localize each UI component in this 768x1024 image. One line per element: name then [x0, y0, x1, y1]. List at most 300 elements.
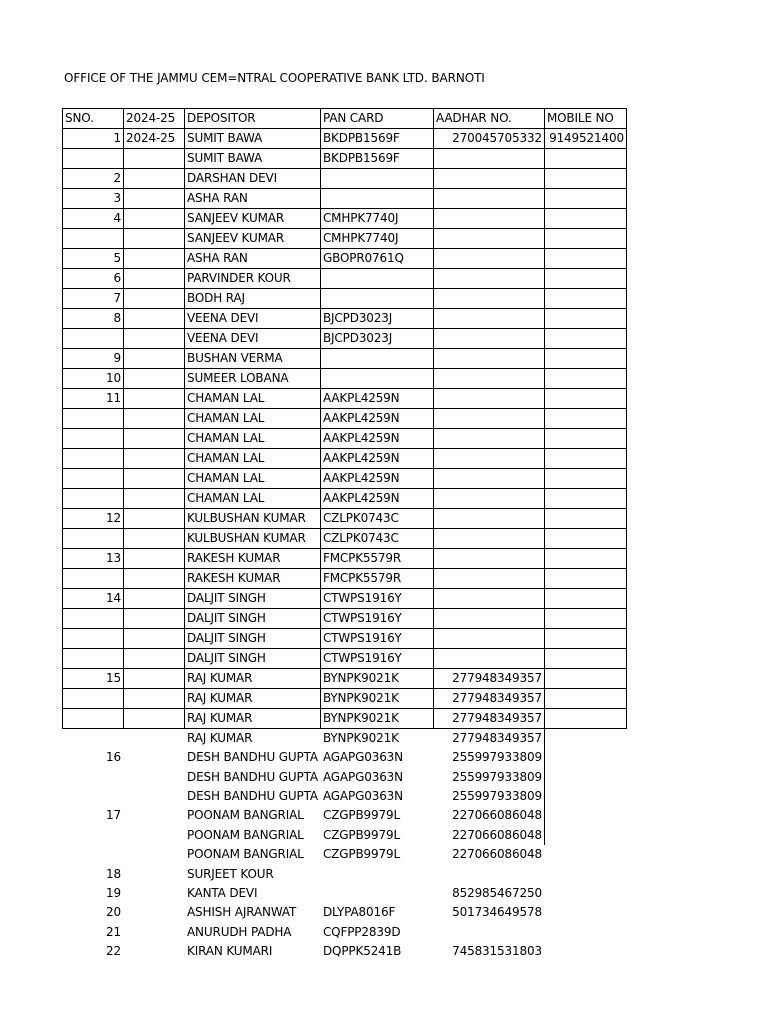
year-cell: [124, 489, 185, 509]
header-row: [63, 109, 627, 129]
mobile-cell: [544, 589, 626, 609]
depositor-cell: RAKESH KUMAR: [185, 549, 321, 569]
depositor-cell: DESH BANDHU GUPTA: [185, 787, 321, 806]
sno-cell: 17: [106, 808, 121, 823]
mobile-cell: [544, 709, 626, 729]
sno-cell: [63, 767, 124, 786]
year-cell: [124, 629, 185, 649]
table-row: [63, 129, 627, 149]
aadhar-cell: 227066086048: [433, 845, 544, 864]
depositor-cell: POONAM BANGRIAL: [185, 826, 321, 845]
table-row: [63, 429, 627, 449]
table-row: [63, 469, 627, 489]
year-cell: [124, 689, 185, 709]
aadhar-cell: 270045705332: [433, 129, 544, 149]
aadhar-cell: [433, 249, 544, 269]
year-cell: [124, 884, 185, 903]
year-cell: [124, 806, 185, 825]
pan-card-cell: [320, 864, 433, 883]
table-row: [63, 649, 627, 669]
table-row: [63, 169, 627, 189]
depositor-cell: DESH BANDHU GUPTA: [185, 767, 321, 786]
aadhar-cell: [433, 389, 544, 409]
year-cell: [124, 589, 185, 609]
header-mobile-no: MOBILE NO: [544, 109, 626, 129]
sno-cell: 11: [63, 389, 124, 409]
depositor-cell: CHAMAN LAL: [185, 449, 321, 469]
pan-card-cell: AAKPL4259N: [320, 409, 433, 429]
depositor-cell: KIRAN KUMARI: [185, 942, 321, 961]
sno-cell: 16: [106, 750, 121, 765]
aadhar-cell: [433, 609, 544, 629]
aadhar-cell: [433, 169, 544, 189]
sno-cell: 2: [63, 169, 124, 189]
mobile-cell: [544, 864, 626, 883]
pan-card-cell: AGAPG0363N: [320, 787, 433, 806]
depositor-cell: RAKESH KUMAR: [185, 569, 321, 589]
depositor-cell: CHAMAN LAL: [185, 489, 321, 509]
aadhar-cell: 255997933809: [433, 748, 544, 767]
depositor-cell: BODH RAJ: [185, 289, 321, 309]
aadhar-cell: 745831531803: [433, 942, 544, 961]
table-row: [63, 309, 627, 329]
sno-cell: 3: [63, 189, 124, 209]
pan-card-cell: CZGPB9979L: [320, 845, 433, 864]
mobile-cell: [544, 429, 626, 449]
sno-cell: [63, 569, 124, 589]
year-cell: [124, 609, 185, 629]
sno-cell: [63, 529, 124, 549]
depositor-cell: CHAMAN LAL: [185, 469, 321, 489]
table-row: [63, 903, 627, 922]
mobile-cell: 9149521400: [544, 129, 626, 149]
table-row: [63, 629, 627, 649]
table-body: [63, 129, 627, 962]
table-row: [63, 729, 627, 749]
mobile-cell: [544, 649, 626, 669]
table-row: [63, 826, 627, 845]
aadhar-cell: [433, 349, 544, 369]
pan-card-cell: CZGPB9979L: [320, 806, 433, 825]
year-cell: [124, 787, 185, 806]
aadhar-cell: [433, 529, 544, 549]
year-cell: [124, 169, 185, 189]
table-row: [63, 923, 627, 942]
year-cell: [124, 229, 185, 249]
table-row: [63, 489, 627, 509]
aadhar-cell: [433, 569, 544, 589]
pan-card-cell: [320, 189, 433, 209]
table-row: [63, 748, 627, 767]
table-row: [63, 549, 627, 569]
mobile-cell: [544, 845, 626, 864]
year-cell: [124, 469, 185, 489]
depositor-cell: KANTA DEVI: [185, 884, 321, 903]
pan-card-cell: FMCPK5579R: [320, 549, 433, 569]
pan-card-cell: AAKPL4259N: [320, 489, 433, 509]
depositor-cell: SUMIT BAWA: [185, 129, 321, 149]
table-row: [63, 609, 627, 629]
sno-cell: 22: [106, 944, 121, 959]
sno-cell: 12: [63, 509, 124, 529]
table-row: [63, 845, 627, 864]
mobile-cell: [544, 549, 626, 569]
pan-card-cell: CTWPS1916Y: [320, 609, 433, 629]
pan-card-cell: CTWPS1916Y: [320, 649, 433, 669]
depositor-cell: DALJIT SINGH: [185, 589, 321, 609]
year-cell: [124, 767, 185, 786]
depositor-cell: SANJEEV KUMAR: [185, 229, 321, 249]
mobile-cell: [544, 349, 626, 369]
mobile-cell: [544, 767, 626, 786]
pan-card-cell: FMCPK5579R: [320, 569, 433, 589]
aadhar-cell: [433, 864, 544, 883]
aadhar-cell: [433, 509, 544, 529]
table-row: [63, 449, 627, 469]
mobile-cell: [544, 289, 626, 309]
depositor-cell: ANURUDH PADHA: [185, 923, 321, 942]
year-cell: [124, 729, 185, 749]
pan-card-cell: AAKPL4259N: [320, 389, 433, 409]
year-cell: [124, 349, 185, 369]
mobile-cell: [544, 389, 626, 409]
year-cell: [124, 649, 185, 669]
mobile-cell: [544, 509, 626, 529]
mobile-cell: [544, 884, 626, 903]
sno-cell: [63, 449, 124, 469]
aadhar-cell: [433, 189, 544, 209]
pan-card-cell: BYNPK9021K: [320, 689, 433, 709]
mobile-cell: [544, 209, 626, 229]
sno-cell: 7: [63, 289, 124, 309]
table-row: [63, 209, 627, 229]
aadhar-cell: [433, 489, 544, 509]
sno-cell: [63, 489, 124, 509]
year-cell: [124, 569, 185, 589]
pan-card-cell: AGAPG0363N: [320, 748, 433, 767]
depositor-cell: RAJ KUMAR: [185, 709, 321, 729]
aadhar-cell: 277948349357: [433, 689, 544, 709]
mobile-cell: [544, 409, 626, 429]
sno-cell: 8: [63, 309, 124, 329]
mobile-cell: [544, 923, 626, 942]
depositor-cell: RAJ KUMAR: [185, 669, 321, 689]
year-cell: [124, 269, 185, 289]
table-row: [63, 709, 627, 729]
year-cell: [124, 189, 185, 209]
mobile-cell: [544, 903, 626, 922]
table-row: [63, 269, 627, 289]
sno-cell: [63, 429, 124, 449]
aadhar-cell: 227066086048: [433, 806, 544, 825]
depositor-cell: SUMEER LOBANA: [185, 369, 321, 389]
aadhar-cell: [433, 589, 544, 609]
mobile-cell: [544, 229, 626, 249]
sno-cell: 19: [106, 885, 121, 900]
aadhar-cell: [433, 469, 544, 489]
aadhar-cell: [433, 649, 544, 669]
aadhar-cell: 277948349357: [433, 729, 544, 749]
sno-cell: [63, 469, 124, 489]
mobile-cell: [544, 269, 626, 289]
table-row: [63, 689, 627, 709]
depositor-cell: CHAMAN LAL: [185, 429, 321, 449]
mobile-cell: [544, 189, 626, 209]
depositor-cell: RAJ KUMAR: [185, 689, 321, 709]
pan-card-cell: BYNPK9021K: [320, 669, 433, 689]
year-cell: [124, 289, 185, 309]
mobile-cell: [544, 149, 626, 169]
mobile-cell: [544, 787, 626, 806]
mobile-cell: [544, 569, 626, 589]
mobile-cell: [544, 489, 626, 509]
mobile-cell: [544, 609, 626, 629]
pan-card-cell: AGAPG0363N: [320, 767, 433, 786]
depositor-cell: CHAMAN LAL: [185, 389, 321, 409]
depositor-cell: POONAM BANGRIAL: [185, 806, 321, 825]
aadhar-cell: 277948349357: [433, 669, 544, 689]
pan-card-cell: BKDPB1569F: [320, 129, 433, 149]
aadhar-cell: [433, 549, 544, 569]
header-depositor: DEPOSITOR: [185, 109, 321, 129]
year-cell: [124, 409, 185, 429]
table-row: [63, 509, 627, 529]
depositor-cell: DALJIT SINGH: [185, 609, 321, 629]
mobile-cell: [544, 169, 626, 189]
document-title: OFFICE OF THE JAMMU CEM=NTRAL COOPERATIVE BANK LTD. BARNOTI: [64, 71, 485, 85]
table-row: [63, 389, 627, 409]
depositor-table: [62, 108, 627, 961]
sno-cell: 9: [63, 349, 124, 369]
table-row: [63, 669, 627, 689]
pan-card-cell: DLYPA8016F: [320, 903, 433, 922]
depositor-cell: VEENA DEVI: [185, 309, 321, 329]
depositor-cell: RAJ KUMAR: [185, 729, 321, 749]
aadhar-cell: 277948349357: [433, 709, 544, 729]
table-row: [63, 369, 627, 389]
mobile-cell: [544, 669, 626, 689]
header-year: 2024-25: [124, 109, 185, 129]
year-cell: [124, 942, 185, 961]
mobile-cell: [544, 729, 626, 749]
depositor-cell: ASHA RAN: [185, 249, 321, 269]
sno-cell: 15: [63, 669, 124, 689]
aadhar-cell: [433, 229, 544, 249]
aadhar-cell: 227066086048: [433, 826, 544, 845]
sno-cell: [63, 329, 124, 349]
aadhar-cell: [433, 209, 544, 229]
header-aadhar-no: AADHAR NO.: [433, 109, 544, 129]
table-row: [63, 589, 627, 609]
pan-card-cell: [320, 884, 433, 903]
pan-card-cell: AAKPL4259N: [320, 449, 433, 469]
mobile-cell: [544, 806, 626, 825]
aadhar-cell: 852985467250: [433, 884, 544, 903]
year-cell: [124, 429, 185, 449]
sno-cell: [63, 729, 124, 749]
mobile-cell: [544, 449, 626, 469]
pan-card-cell: [320, 269, 433, 289]
table-row: [63, 289, 627, 309]
table-row: [63, 787, 627, 806]
header-sno: SNO.: [63, 109, 124, 129]
sno-cell: [63, 649, 124, 669]
year-cell: [124, 549, 185, 569]
sno-cell: 10: [63, 369, 124, 389]
year-cell: [124, 709, 185, 729]
table-row: [63, 806, 627, 825]
depositor-cell: BUSHAN VERMA: [185, 349, 321, 369]
pan-card-cell: CMHPK7740J: [320, 209, 433, 229]
sno-cell: 20: [106, 905, 121, 920]
pan-card-cell: CTWPS1916Y: [320, 629, 433, 649]
sno-cell: 21: [106, 924, 121, 939]
aadhar-cell: 255997933809: [433, 767, 544, 786]
mobile-cell: [544, 689, 626, 709]
sno-cell: [63, 709, 124, 729]
header-pan-card: PAN CARD: [320, 109, 433, 129]
year-cell: [124, 369, 185, 389]
mobile-cell: [544, 249, 626, 269]
mobile-cell: [544, 529, 626, 549]
depositor-cell: KULBUSHAN KUMAR: [185, 529, 321, 549]
year-cell: [124, 309, 185, 329]
aadhar-cell: [433, 289, 544, 309]
table-row: [63, 884, 627, 903]
mobile-cell: [544, 329, 626, 349]
year-cell: [124, 845, 185, 864]
aadhar-cell: [433, 269, 544, 289]
table-row: [63, 409, 627, 429]
depositor-cell: SURJEET KOUR: [185, 864, 321, 883]
sno-cell: 1: [63, 129, 124, 149]
aadhar-cell: [433, 329, 544, 349]
pan-card-cell: [320, 369, 433, 389]
pan-card-cell: CMHPK7740J: [320, 229, 433, 249]
mobile-cell: [544, 309, 626, 329]
aadhar-cell: [433, 629, 544, 649]
year-cell: [124, 864, 185, 883]
pan-card-cell: CTWPS1916Y: [320, 589, 433, 609]
mobile-cell: [544, 629, 626, 649]
sno-cell: [63, 629, 124, 649]
depositor-cell: SUMIT BAWA: [185, 149, 321, 169]
depositor-cell: SANJEEV KUMAR: [185, 209, 321, 229]
year-cell: [124, 449, 185, 469]
depositor-cell: CHAMAN LAL: [185, 409, 321, 429]
mobile-cell: [544, 942, 626, 961]
sno-cell: 14: [63, 589, 124, 609]
pan-card-cell: BJCPD3023J: [320, 329, 433, 349]
aadhar-cell: [433, 309, 544, 329]
pan-card-cell: [320, 289, 433, 309]
year-cell: [124, 509, 185, 529]
aadhar-cell: [433, 149, 544, 169]
pan-card-cell: BKDPB1569F: [320, 149, 433, 169]
year-cell: [124, 669, 185, 689]
sno-cell: [63, 826, 124, 845]
year-cell: [124, 249, 185, 269]
mobile-cell: [544, 748, 626, 767]
table-row: [63, 189, 627, 209]
table-row: [63, 864, 627, 883]
pan-card-cell: CQFPP2839D: [320, 923, 433, 942]
depositor-cell: PARVINDER KOUR: [185, 269, 321, 289]
depositor-cell: VEENA DEVI: [185, 329, 321, 349]
table-row: [63, 229, 627, 249]
aadhar-cell: 501734649578: [433, 903, 544, 922]
table-row: [63, 149, 627, 169]
pan-card-cell: [320, 169, 433, 189]
mobile-cell: [544, 369, 626, 389]
sno-cell: 5: [63, 249, 124, 269]
sno-cell: [63, 787, 124, 806]
table-row: [63, 569, 627, 589]
aadhar-cell: [433, 369, 544, 389]
table-row: [63, 942, 627, 961]
table-row: [63, 349, 627, 369]
aadhar-cell: [433, 923, 544, 942]
sno-cell: [63, 229, 124, 249]
sno-cell: 18: [106, 866, 121, 881]
pan-card-cell: BJCPD3023J: [320, 309, 433, 329]
aadhar-cell: [433, 409, 544, 429]
pan-card-cell: AAKPL4259N: [320, 469, 433, 489]
sno-cell: [63, 689, 124, 709]
sno-cell: 13: [63, 549, 124, 569]
year-cell: [124, 209, 185, 229]
depositor-cell: POONAM BANGRIAL: [185, 845, 321, 864]
aadhar-cell: [433, 429, 544, 449]
depositor-cell: DARSHAN DEVI: [185, 169, 321, 189]
depositor-cell: ASHA RAN: [185, 189, 321, 209]
aadhar-cell: [433, 449, 544, 469]
depositor-cell: KULBUSHAN KUMAR: [185, 509, 321, 529]
sno-cell: [63, 149, 124, 169]
year-cell: [124, 903, 185, 922]
sno-cell: [63, 609, 124, 629]
pan-card-cell: [320, 349, 433, 369]
mobile-cell: [544, 469, 626, 489]
depositor-cell: ASHISH AJRANWAT: [185, 903, 321, 922]
pan-card-cell: CZLPK0743C: [320, 509, 433, 529]
pan-card-cell: CZLPK0743C: [320, 529, 433, 549]
mobile-cell: [544, 826, 626, 845]
table-row: [63, 767, 627, 786]
sno-cell: [63, 409, 124, 429]
year-cell: [124, 149, 185, 169]
year-cell: [124, 529, 185, 549]
pan-card-cell: BYNPK9021K: [320, 729, 433, 749]
sno-cell: [63, 845, 124, 864]
depositor-cell: DALJIT SINGH: [185, 629, 321, 649]
table-row: [63, 329, 627, 349]
sno-cell: 6: [63, 269, 124, 289]
table-row: [63, 529, 627, 549]
depositor-cell: DALJIT SINGH: [185, 649, 321, 669]
year-cell: [124, 748, 185, 767]
year-cell: [124, 923, 185, 942]
sno-cell: 4: [63, 209, 124, 229]
year-cell: [124, 389, 185, 409]
pan-card-cell: DQPPK5241B: [320, 942, 433, 961]
year-cell: [124, 329, 185, 349]
pan-card-cell: BYNPK9021K: [320, 709, 433, 729]
pan-card-cell: GBOPR0761Q: [320, 249, 433, 269]
table-row: [63, 249, 627, 269]
pan-card-cell: CZGPB9979L: [320, 826, 433, 845]
year-cell: 2024-25: [124, 129, 185, 149]
